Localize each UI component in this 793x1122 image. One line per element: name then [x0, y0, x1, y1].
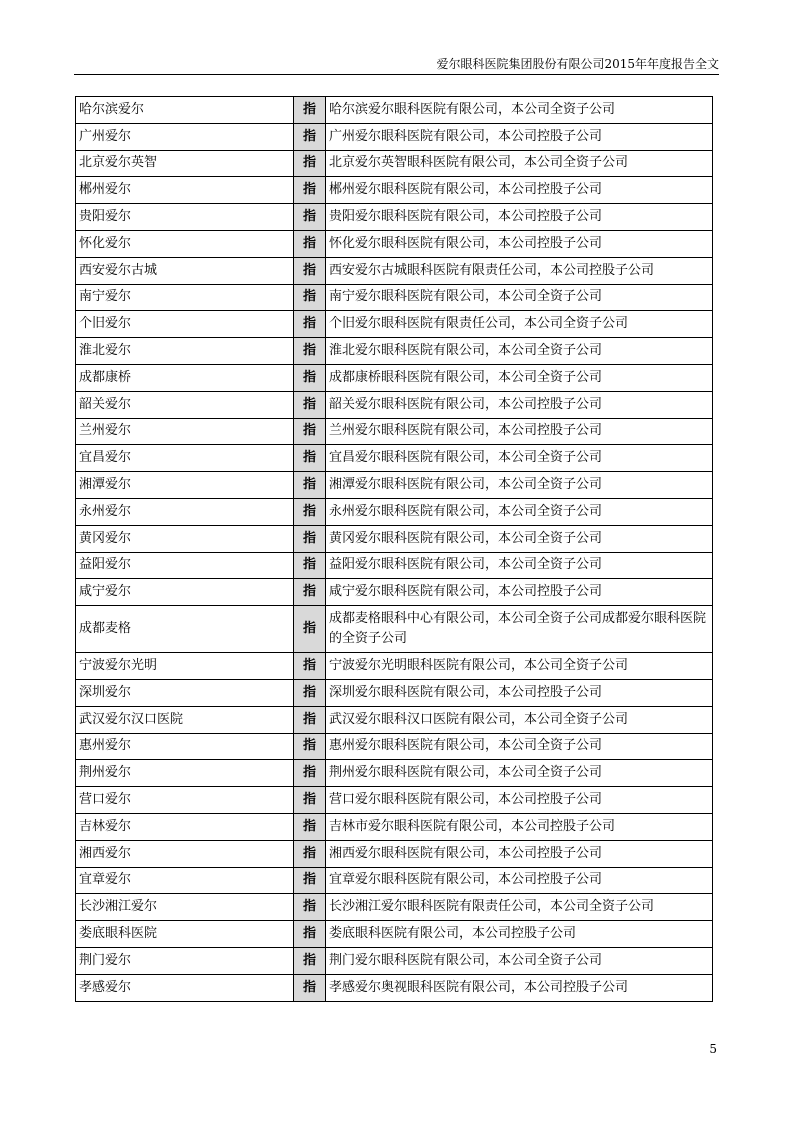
- description-cell: 个旧爱尔眼科医院有限责任公司，本公司全资子公司: [326, 311, 713, 338]
- description-cell: 湘西爱尔眼科医院有限公司，本公司控股子公司: [326, 840, 713, 867]
- table-row: [76, 867, 713, 894]
- table-row: [76, 653, 713, 680]
- table-row: [76, 813, 713, 840]
- term-cell: 湘潭爱尔: [76, 472, 294, 499]
- description-cell: 孝感爱尔奥视眼科医院有限公司，本公司控股子公司: [326, 974, 713, 1001]
- separator-cell: 指: [294, 338, 326, 365]
- header-rule: [74, 74, 719, 75]
- description-cell: 湘潭爱尔眼科医院有限公司，本公司全资子公司: [326, 472, 713, 499]
- term-cell: 益阳爱尔: [76, 552, 294, 579]
- separator-cell: 指: [294, 679, 326, 706]
- table-row: [76, 894, 713, 921]
- description-cell: 南宁爱尔眼科医院有限公司，本公司全资子公司: [326, 284, 713, 311]
- table-row: [76, 525, 713, 552]
- separator-cell: 指: [294, 204, 326, 231]
- description-cell: 永州爱尔眼科医院有限公司，本公司全资子公司: [326, 498, 713, 525]
- term-cell: 吉林爱尔: [76, 813, 294, 840]
- description-cell: 兰州爱尔眼科医院有限公司，本公司控股子公司: [326, 418, 713, 445]
- term-cell: 黄冈爱尔: [76, 525, 294, 552]
- description-cell: 西安爱尔古城眼科医院有限责任公司，本公司控股子公司: [326, 257, 713, 284]
- term-cell: 贵阳爱尔: [76, 204, 294, 231]
- description-cell: 宁波爱尔光明眼科医院有限公司，本公司全资子公司: [326, 653, 713, 680]
- table-row: [76, 840, 713, 867]
- table-row: [76, 204, 713, 231]
- term-cell: 广州爱尔: [76, 123, 294, 150]
- table-row: [76, 150, 713, 177]
- term-cell: 宜昌爱尔: [76, 445, 294, 472]
- table-row: [76, 733, 713, 760]
- description-cell: 黄冈爱尔眼科医院有限公司，本公司全资子公司: [326, 525, 713, 552]
- separator-cell: 指: [294, 472, 326, 499]
- table-row: [76, 391, 713, 418]
- separator-cell: 指: [294, 418, 326, 445]
- separator-cell: 指: [294, 840, 326, 867]
- table-row: [76, 472, 713, 499]
- description-cell: 成都康桥眼科医院有限公司，本公司全资子公司: [326, 364, 713, 391]
- description-cell: 咸宁爱尔眼科医院有限公司，本公司控股子公司: [326, 579, 713, 606]
- separator-cell: 指: [294, 257, 326, 284]
- term-cell: 北京爱尔英智: [76, 150, 294, 177]
- description-cell: 广州爱尔眼科医院有限公司，本公司控股子公司: [326, 123, 713, 150]
- description-cell: 益阳爱尔眼科医院有限公司，本公司全资子公司: [326, 552, 713, 579]
- term-cell: 武汉爱尔汉口医院: [76, 706, 294, 733]
- description-cell: 韶关爱尔眼科医院有限公司，本公司控股子公司: [326, 391, 713, 418]
- description-cell: 成都麦格眼科中心有限公司，本公司全资子公司成都爱尔眼科医院的全资子公司: [326, 606, 713, 653]
- term-cell: 个旧爱尔: [76, 311, 294, 338]
- term-cell: 郴州爱尔: [76, 177, 294, 204]
- separator-cell: 指: [294, 760, 326, 787]
- separator-cell: 指: [294, 579, 326, 606]
- term-cell: 湘西爱尔: [76, 840, 294, 867]
- term-cell: 宁波爱尔光明: [76, 653, 294, 680]
- separator-cell: 指: [294, 177, 326, 204]
- separator-cell: 指: [294, 498, 326, 525]
- separator-cell: 指: [294, 391, 326, 418]
- term-cell: 淮北爱尔: [76, 338, 294, 365]
- separator-cell: 指: [294, 311, 326, 338]
- description-cell: 宜章爱尔眼科医院有限公司，本公司控股子公司: [326, 867, 713, 894]
- separator-cell: 指: [294, 813, 326, 840]
- table-row: [76, 311, 713, 338]
- description-cell: 郴州爱尔眼科医院有限公司，本公司控股子公司: [326, 177, 713, 204]
- separator-cell: 指: [294, 974, 326, 1001]
- table-row: [76, 706, 713, 733]
- description-cell: 荆州爱尔眼科医院有限公司，本公司全资子公司: [326, 760, 713, 787]
- separator-cell: 指: [294, 921, 326, 948]
- table-row: [76, 606, 713, 653]
- separator-cell: 指: [294, 123, 326, 150]
- table-row: [76, 418, 713, 445]
- table-row: [76, 552, 713, 579]
- separator-cell: 指: [294, 706, 326, 733]
- separator-cell: 指: [294, 733, 326, 760]
- table-row: [76, 760, 713, 787]
- table-row: [76, 445, 713, 472]
- separator-cell: 指: [294, 150, 326, 177]
- term-cell: 孝感爱尔: [76, 974, 294, 1001]
- description-cell: 娄底眼科医院有限公司，本公司控股子公司: [326, 921, 713, 948]
- separator-cell: 指: [294, 284, 326, 311]
- description-cell: 长沙湘江爱尔眼科医院有限责任公司，本公司全资子公司: [326, 894, 713, 921]
- description-cell: 吉林市爱尔眼科医院有限公司，本公司控股子公司: [326, 813, 713, 840]
- page-header-title: 爱尔眼科医院集团股份有限公司2015年年度报告全文: [436, 57, 719, 71]
- table-row: [76, 921, 713, 948]
- table-row: [76, 498, 713, 525]
- table-row: [76, 257, 713, 284]
- term-cell: 哈尔滨爱尔: [76, 97, 294, 124]
- description-cell: 北京爱尔英智眼科医院有限公司，本公司全资子公司: [326, 150, 713, 177]
- term-cell: 西安爱尔古城: [76, 257, 294, 284]
- separator-cell: 指: [294, 947, 326, 974]
- term-cell: 永州爱尔: [76, 498, 294, 525]
- term-cell: 惠州爱尔: [76, 733, 294, 760]
- separator-cell: 指: [294, 653, 326, 680]
- table-row: [76, 364, 713, 391]
- table-row: [76, 338, 713, 365]
- term-cell: 荆门爱尔: [76, 947, 294, 974]
- definitions-table-body: [76, 97, 713, 1002]
- term-cell: 成都康桥: [76, 364, 294, 391]
- separator-cell: 指: [294, 606, 326, 653]
- description-cell: 怀化爱尔眼科医院有限公司，本公司控股子公司: [326, 230, 713, 257]
- separator-cell: 指: [294, 445, 326, 472]
- term-cell: 韶关爱尔: [76, 391, 294, 418]
- description-cell: 淮北爱尔眼科医院有限公司，本公司全资子公司: [326, 338, 713, 365]
- term-cell: 成都麦格: [76, 606, 294, 653]
- term-cell: 南宁爱尔: [76, 284, 294, 311]
- table-row: [76, 284, 713, 311]
- term-cell: 娄底眼科医院: [76, 921, 294, 948]
- separator-cell: 指: [294, 97, 326, 124]
- table-row: [76, 787, 713, 814]
- term-cell: 咸宁爱尔: [76, 579, 294, 606]
- description-cell: 惠州爱尔眼科医院有限公司，本公司全资子公司: [326, 733, 713, 760]
- separator-cell: 指: [294, 525, 326, 552]
- separator-cell: 指: [294, 894, 326, 921]
- separator-cell: 指: [294, 552, 326, 579]
- description-cell: 荆门爱尔眼科医院有限公司，本公司全资子公司: [326, 947, 713, 974]
- term-cell: 长沙湘江爱尔: [76, 894, 294, 921]
- table-row: [76, 97, 713, 124]
- separator-cell: 指: [294, 867, 326, 894]
- description-cell: 宜昌爱尔眼科医院有限公司，本公司全资子公司: [326, 445, 713, 472]
- table-row: [76, 947, 713, 974]
- description-cell: 营口爱尔眼科医院有限公司，本公司控股子公司: [326, 787, 713, 814]
- term-cell: 怀化爱尔: [76, 230, 294, 257]
- page-number: 5: [709, 1042, 717, 1056]
- table-row: [76, 579, 713, 606]
- term-cell: 宜章爱尔: [76, 867, 294, 894]
- table-row: [76, 679, 713, 706]
- separator-cell: 指: [294, 787, 326, 814]
- term-cell: 荆州爱尔: [76, 760, 294, 787]
- term-cell: 营口爱尔: [76, 787, 294, 814]
- separator-cell: 指: [294, 230, 326, 257]
- definitions-table: [75, 96, 713, 1002]
- term-cell: 兰州爱尔: [76, 418, 294, 445]
- description-cell: 贵阳爱尔眼科医院有限公司，本公司控股子公司: [326, 204, 713, 231]
- table-row: [76, 177, 713, 204]
- table-row: [76, 230, 713, 257]
- term-cell: 深圳爱尔: [76, 679, 294, 706]
- description-cell: 深圳爱尔眼科医院有限公司，本公司控股子公司: [326, 679, 713, 706]
- table-row: [76, 974, 713, 1001]
- description-cell: 哈尔滨爱尔眼科医院有限公司，本公司全资子公司: [326, 97, 713, 124]
- description-cell: 武汉爱尔眼科汉口医院有限公司，本公司全资子公司: [326, 706, 713, 733]
- table-row: [76, 123, 713, 150]
- separator-cell: 指: [294, 364, 326, 391]
